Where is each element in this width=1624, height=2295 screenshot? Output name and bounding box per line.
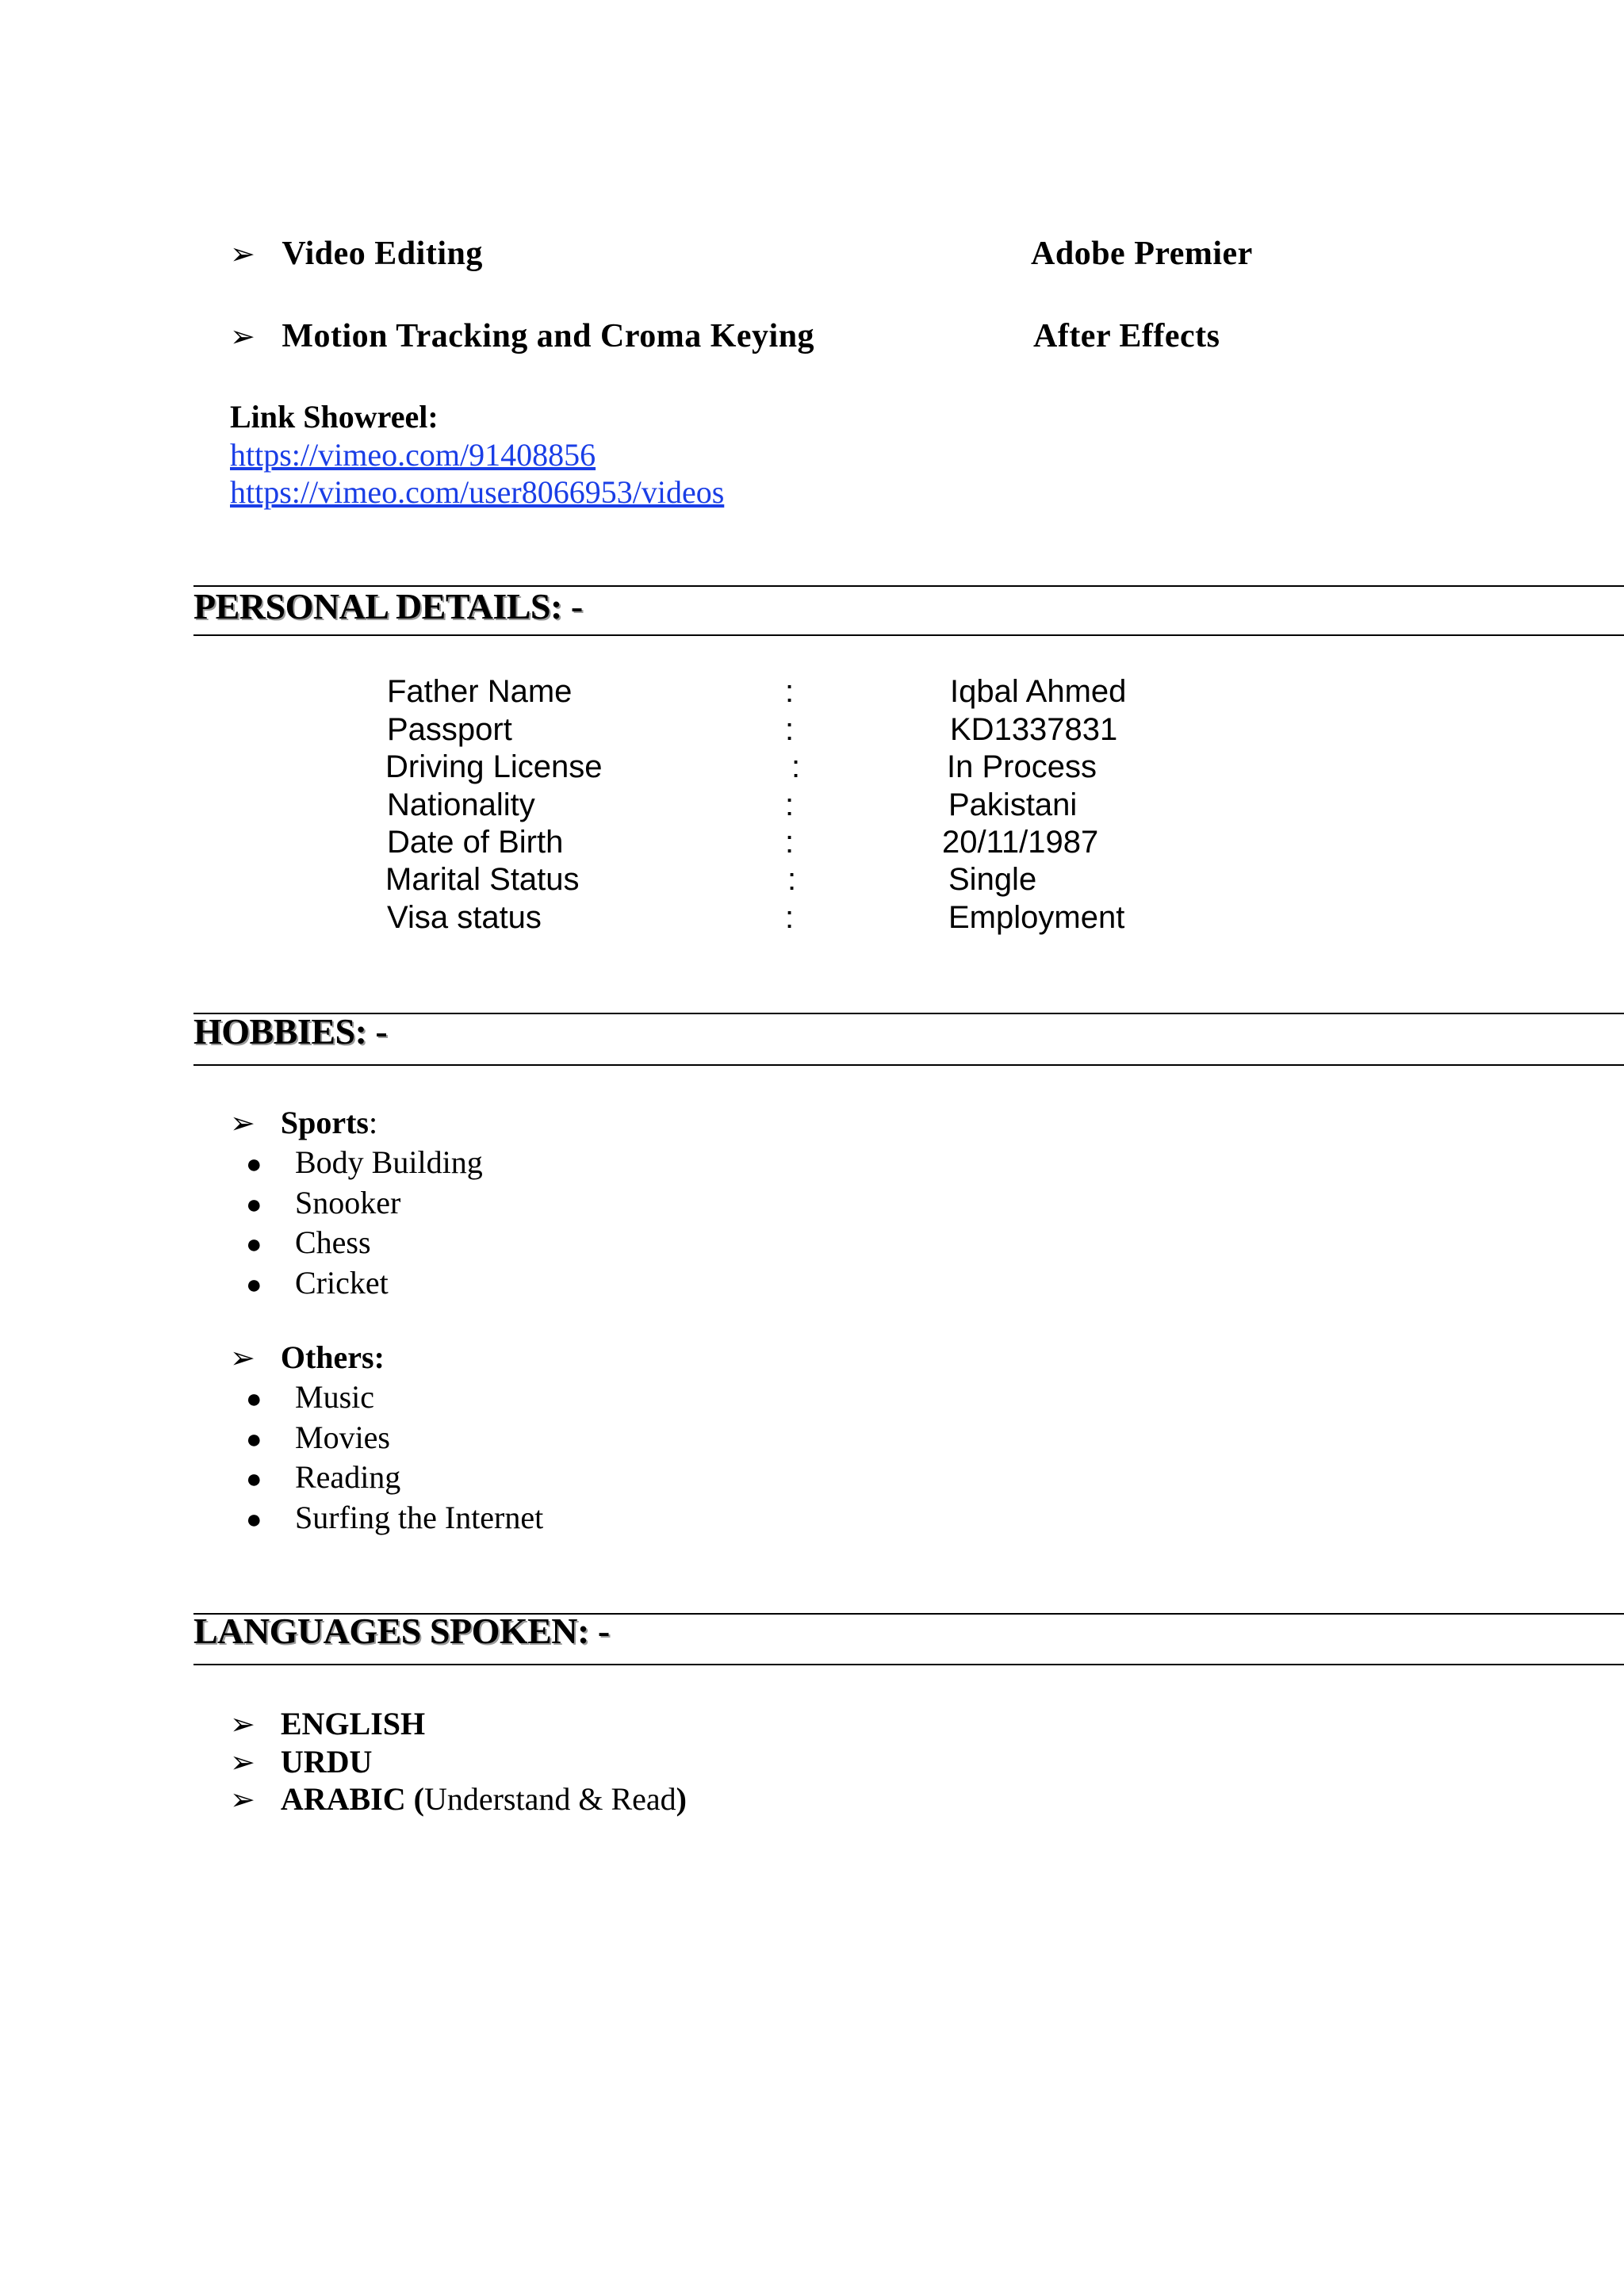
arrow-bullet-icon: ➢ <box>230 320 256 354</box>
detail-label: Visa status <box>387 900 542 935</box>
dot-bullet-icon: ● <box>246 1270 262 1300</box>
detail-separator: : <box>787 862 797 897</box>
detail-separator: : <box>785 674 795 709</box>
skill-label: Video Editing <box>282 236 483 272</box>
language-item <box>230 1743 372 1780</box>
list-item <box>246 1184 401 1221</box>
showreel-link-2[interactable]: https://vimeo.com/user8066953/videos <box>230 474 725 510</box>
detail-value: Iqbal Ahmed <box>950 674 1127 709</box>
detail-label: Father Name <box>387 674 573 709</box>
skill-tool: Adobe Premier <box>1031 236 1253 272</box>
dot-bullet-icon: ● <box>246 1150 262 1179</box>
dot-bullet-icon: ● <box>246 1230 262 1259</box>
detail-label: Nationality <box>387 787 535 822</box>
arrow-bullet-icon: ➢ <box>230 238 256 271</box>
arrow-bullet-icon: ➢ <box>230 1784 255 1817</box>
language-item <box>230 1705 425 1742</box>
language-name: ARABIC <box>280 1781 406 1817</box>
language-name: URDU <box>280 1744 373 1780</box>
detail-separator: : <box>785 825 795 860</box>
detail-value: Employment <box>948 900 1125 935</box>
hobbies-heading: HOBBIES: - <box>193 1011 388 1052</box>
detail-value: In Process <box>947 749 1097 784</box>
skill-label: Motion Tracking and Croma Keying <box>282 318 815 354</box>
detail-label: Driving License <box>385 749 603 784</box>
skill-row-2 <box>230 317 814 355</box>
list-item <box>246 1224 371 1261</box>
detail-separator: : <box>785 900 795 935</box>
hobby-item: Snooker <box>295 1185 401 1220</box>
others-title: Others: <box>280 1339 385 1375</box>
list-item <box>246 1144 483 1181</box>
showreel-link-1[interactable]: https://vimeo.com/91408856 <box>230 437 596 473</box>
paren-close: ) <box>676 1781 687 1817</box>
detail-separator: : <box>785 712 795 747</box>
hobby-item: Reading <box>295 1459 401 1495</box>
languages-heading: LANGUAGES SPOKEN: - <box>193 1611 610 1651</box>
divider <box>193 1013 1624 1014</box>
dot-bullet-icon: ● <box>246 1190 262 1220</box>
detail-value: Single <box>948 862 1037 897</box>
arrow-bullet-icon: ➢ <box>230 1107 255 1140</box>
list-item <box>246 1458 401 1496</box>
others-title-row <box>230 1339 385 1376</box>
dot-bullet-icon: ● <box>246 1465 262 1494</box>
hobby-item: Movies <box>295 1420 390 1455</box>
dot-bullet-icon: ● <box>246 1385 262 1414</box>
list-item <box>246 1419 390 1456</box>
detail-value: KD1337831 <box>950 712 1118 747</box>
divider <box>193 1064 1624 1066</box>
detail-separator: : <box>785 787 795 822</box>
detail-value: 20/11/1987 <box>942 825 1099 860</box>
arrow-bullet-icon: ➢ <box>230 1746 255 1780</box>
detail-label: Date of Birth <box>387 825 564 860</box>
dot-bullet-icon: ● <box>246 1505 262 1534</box>
divider <box>193 1664 1624 1665</box>
divider <box>193 634 1624 636</box>
paren-open: ( <box>413 1781 424 1817</box>
hobby-item: Surfing the Internet <box>295 1500 544 1535</box>
hobby-item: Music <box>295 1379 374 1415</box>
list-item <box>246 1499 544 1536</box>
detail-separator: : <box>791 749 801 784</box>
language-note: Understand & Read <box>423 1781 676 1817</box>
hobby-item: Chess <box>295 1224 371 1260</box>
arrow-bullet-icon: ➢ <box>230 1342 255 1375</box>
skill-row-1 <box>230 235 483 273</box>
detail-label: Marital Status <box>385 862 580 897</box>
list-item <box>246 1378 374 1416</box>
list-item <box>246 1264 389 1301</box>
hobby-item: Body Building <box>295 1144 483 1180</box>
detail-value: Pakistani <box>948 787 1078 822</box>
dot-bullet-icon: ● <box>246 1425 262 1454</box>
showreel-title: Link Showreel: <box>230 399 439 435</box>
sports-title: Sports <box>280 1105 369 1140</box>
language-name: ENGLISH <box>280 1706 426 1741</box>
sports-title-suffix: : <box>368 1105 378 1140</box>
personal-details-heading: PERSONAL DETAILS: - <box>193 586 583 626</box>
language-item <box>230 1780 687 1818</box>
detail-label: Passport <box>387 712 512 747</box>
skill-tool: After Effects <box>1033 318 1220 354</box>
hobby-item: Cricket <box>295 1265 389 1301</box>
arrow-bullet-icon: ➢ <box>230 1708 255 1741</box>
sports-title-row <box>230 1104 377 1141</box>
